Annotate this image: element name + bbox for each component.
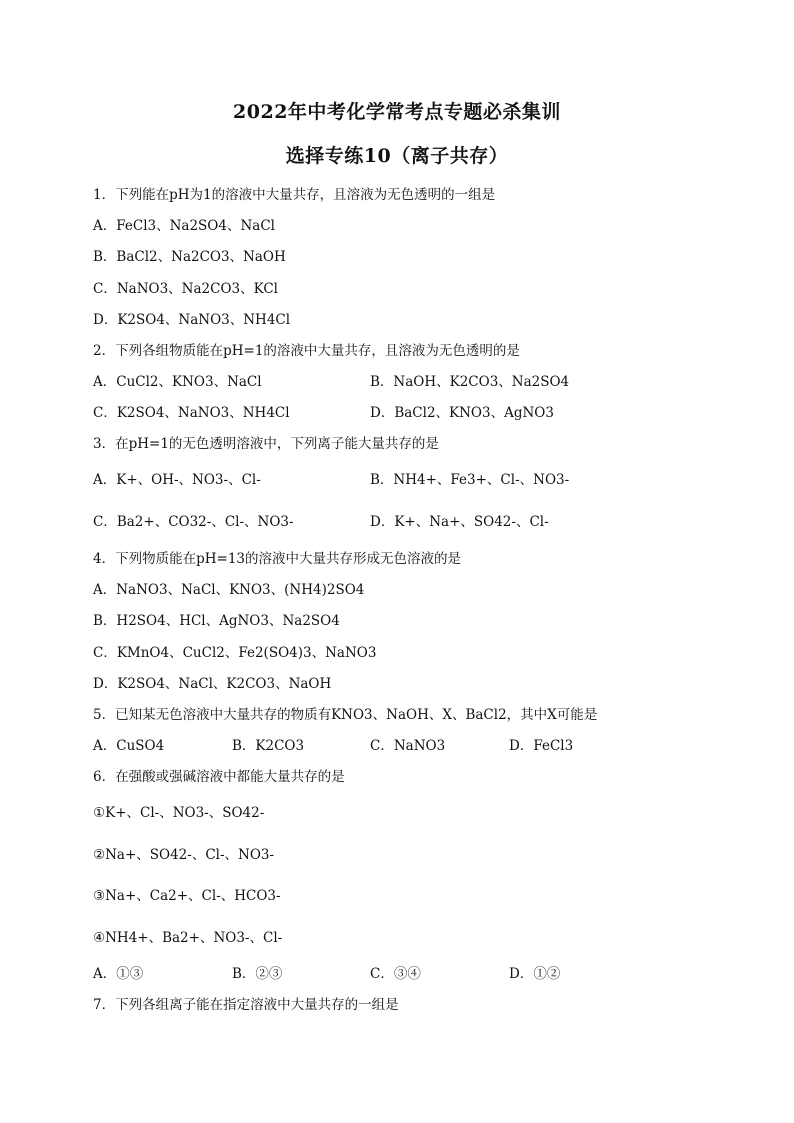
question-6-item-4: ④NH4+、Ba2+、NO3-、Cl- (93, 930, 283, 946)
question-7-stem: 7．下列各组离子能在指定溶液中大量共存的一组是 (93, 997, 399, 1013)
question-4-stem: 4．下列物质能在pH=13的溶液中大量共存形成无色溶液的是 (93, 551, 461, 567)
question-5-option-c: C．NaNO3 (370, 738, 446, 754)
question-1-stem: 1．下列能在pH为1的溶液中大量共存，且溶液为无色透明的一组是 (93, 187, 496, 203)
question-4-option-a: A．NaNO3、NaCl、KNO3、(NH4)2SO4 (93, 582, 365, 598)
question-1-option-a (93, 217, 275, 235)
question-5-option-a: A．CuSO4 (93, 738, 165, 754)
question-6-option-c: C．③④ (370, 966, 421, 982)
question-3-stem: 3．在pH=1的无色透明溶液中，下列离子能大量共存的是 (93, 436, 439, 452)
option-c-text: C．NaNO3、Na2CO3、KCl (93, 281, 278, 297)
question-3-option-d: D．K+、Na+、SO42-、Cl- (370, 514, 549, 530)
question-5-option-b: B．K2CO3 (232, 738, 305, 754)
option-a-text: A．FeCl3、Na2SO4、NaCl (93, 218, 275, 234)
question-6-option-a: A．①③ (93, 966, 144, 982)
question-4-option-b: B．H2SO4、HCl、AgNO3、Na2SO4 (93, 613, 340, 629)
question-6-stem: 6．在强酸或强碱溶液中都能大量共存的是 (93, 769, 345, 785)
question-3-option-b: B．NH4+、Fe3+、Cl-、NO3- (370, 472, 570, 488)
question-6-item-2: ②Na+、SO42-、Cl-、NO3- (93, 847, 275, 863)
document-subtitle: 选择专练10（离子共存） (285, 145, 509, 167)
question-4-option-d: D．K2SO4、NaCl、K2CO3、NaOH (93, 676, 332, 692)
question-2-stem: 2．下列各组物质能在pH=1的溶液中大量共存，且溶液为无色透明的是 (93, 343, 520, 359)
question-1-option-d (93, 311, 290, 329)
question-6-option-d: D．①② (509, 966, 561, 982)
question-3-option-a: A．K+、OH-、NO3-、Cl- (93, 472, 261, 488)
question-2-option-b: B．NaOH、K2CO3、Na2SO4 (370, 374, 570, 390)
question-5-option-d: D．FeCl3 (509, 738, 574, 754)
question-2-option-a: A．CuCl2、KNO3、NaCl (93, 374, 262, 390)
question-2-option-d: D．BaCl2、KNO3、AgNO3 (370, 405, 554, 421)
question-1-option-b (93, 248, 286, 266)
question-4-option-c: C．KMnO4、CuCl2、Fe2(SO4)3、NaNO3 (93, 645, 377, 661)
option-d-text: D．K2SO4、NaNO3、NH4Cl (93, 312, 291, 328)
question-6-item-3: ③Na+、Ca2+、Cl-、HCO3- (93, 888, 281, 904)
question-1-option-c (93, 280, 278, 298)
question-5-stem: 5．已知某无色溶液中大量共存的物质有KNO3、NaOH、X、BaCl2，其中X可能是 (93, 707, 598, 723)
question-2-option-c: C．K2SO4、NaNO3、NH4Cl (93, 405, 290, 421)
question-3-option-c: C．Ba2+、CO32-、Cl-、NO3- (93, 514, 294, 530)
question-6-item-1: ①K+、Cl-、NO3-、SO42- (93, 805, 265, 821)
document-title: 2022年中考化学常考点专题必杀集训 (233, 101, 561, 123)
option-b-text: B．BaCl2、Na2CO3、NaOH (93, 249, 286, 265)
question-6-option-b: B．②③ (232, 966, 283, 982)
